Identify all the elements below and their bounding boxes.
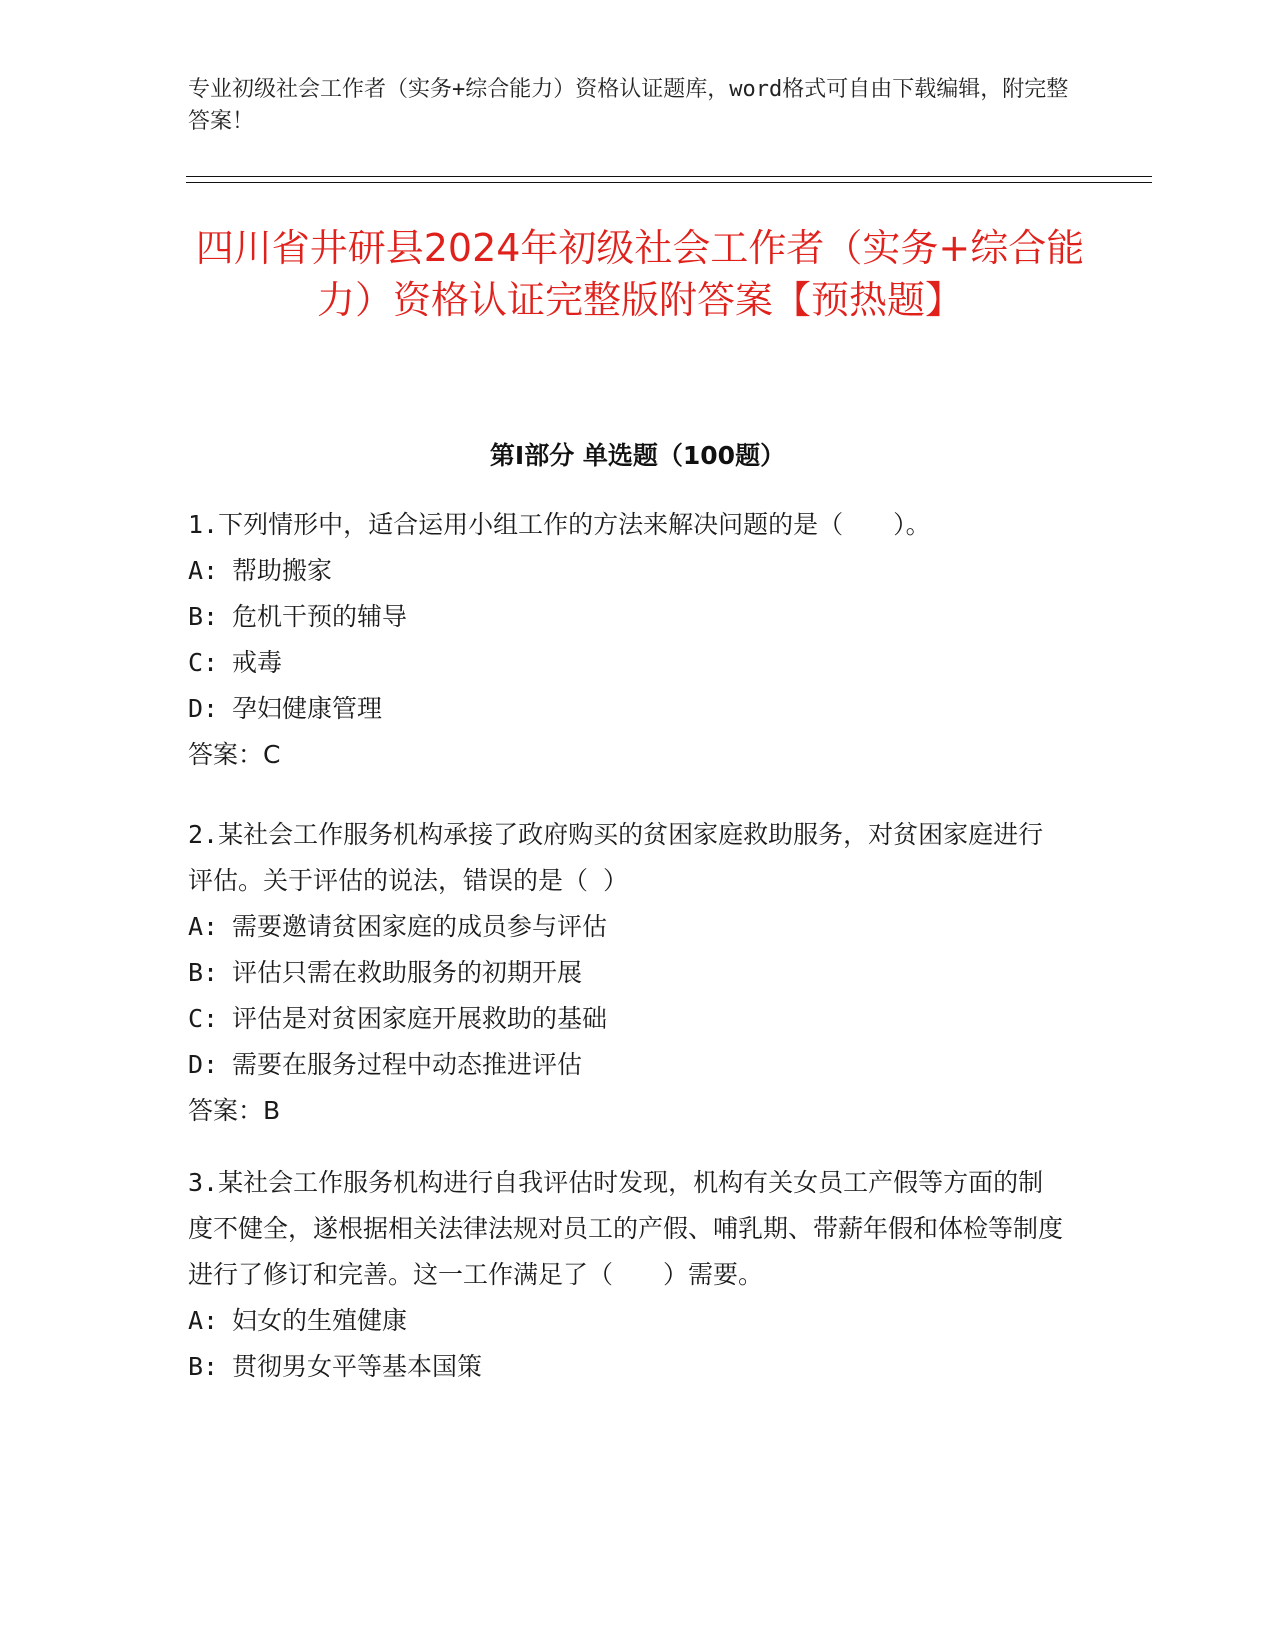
option-text: 孕妇健康管理 — [232, 694, 383, 723]
option-a — [188, 548, 1068, 594]
option-letter: C: — [188, 648, 219, 677]
option-text: 妇女的生殖健康 — [232, 1306, 408, 1335]
option-a — [188, 904, 1068, 950]
option-c — [188, 640, 1068, 686]
header-note: 专业初级社会工作者（实务+综合能力）资格认证题库，word格式可自由下载编辑，附完整答案！ — [188, 77, 1069, 134]
option-b — [188, 594, 1068, 640]
option-c — [188, 996, 1068, 1042]
section-title: 第Ⅰ部分 单选题（100题） — [489, 441, 786, 470]
option-text: 评估是对贫困家庭开展救助的基础 — [232, 1004, 608, 1033]
option-text: 贯彻男女平等基本国策 — [232, 1352, 483, 1381]
option-text: 危机干预的辅导 — [232, 602, 408, 631]
option-letter: D: — [188, 694, 219, 723]
option-d — [188, 1042, 1068, 1088]
question-2 — [188, 812, 1068, 1134]
header-divider-top — [186, 176, 1152, 177]
question-stem: 3.某社会工作服务机构进行自我评估时发现，机构有关女员工产假等方面的制度不健全，遂根据相关法律法规对员工的产假、哺乳期、带薪年假和体检等制度进行了修订和完善。这一工作满足了（ ）需要。 — [188, 1168, 1064, 1289]
question-3 — [188, 1160, 1068, 1390]
question-stem: 2.某社会工作服务机构承接了政府购买的贫困家庭救助服务，对贫困家庭进行评估。关于评估的说法，错误的是（ ） — [188, 820, 1044, 895]
option-letter: A: — [188, 912, 219, 941]
option-letter: B: — [188, 958, 219, 987]
option-text: 评估只需在救助服务的初期开展 — [232, 958, 583, 987]
answer: 答案：B — [188, 1096, 281, 1125]
option-text: 帮助搬家 — [232, 556, 333, 585]
option-text: 需要在服务过程中动态推进评估 — [232, 1050, 583, 1079]
option-a — [188, 1298, 1068, 1344]
option-b — [188, 950, 1068, 996]
option-b — [188, 1344, 1068, 1390]
option-letter: A: — [188, 556, 219, 585]
option-letter: B: — [188, 1352, 219, 1381]
option-letter: D: — [188, 1050, 219, 1079]
option-letter: C: — [188, 1004, 219, 1033]
header-divider-bottom — [186, 182, 1152, 183]
option-letter: B: — [188, 602, 219, 631]
document-title: 四川省井研县2024年初级社会工作者（实务+综合能力）资格认证完整版附答案【预热题】 — [195, 226, 1085, 322]
option-letter: A: — [188, 1306, 219, 1335]
option-text: 戒毒 — [232, 648, 283, 677]
question-1 — [188, 502, 1068, 778]
answer: 答案：C — [188, 740, 281, 769]
option-d — [188, 686, 1068, 732]
question-stem: 1.下列情形中，适合运用小组工作的方法来解决问题的是（ ）。 — [188, 510, 931, 539]
option-text: 需要邀请贫困家庭的成员参与评估 — [232, 912, 608, 941]
